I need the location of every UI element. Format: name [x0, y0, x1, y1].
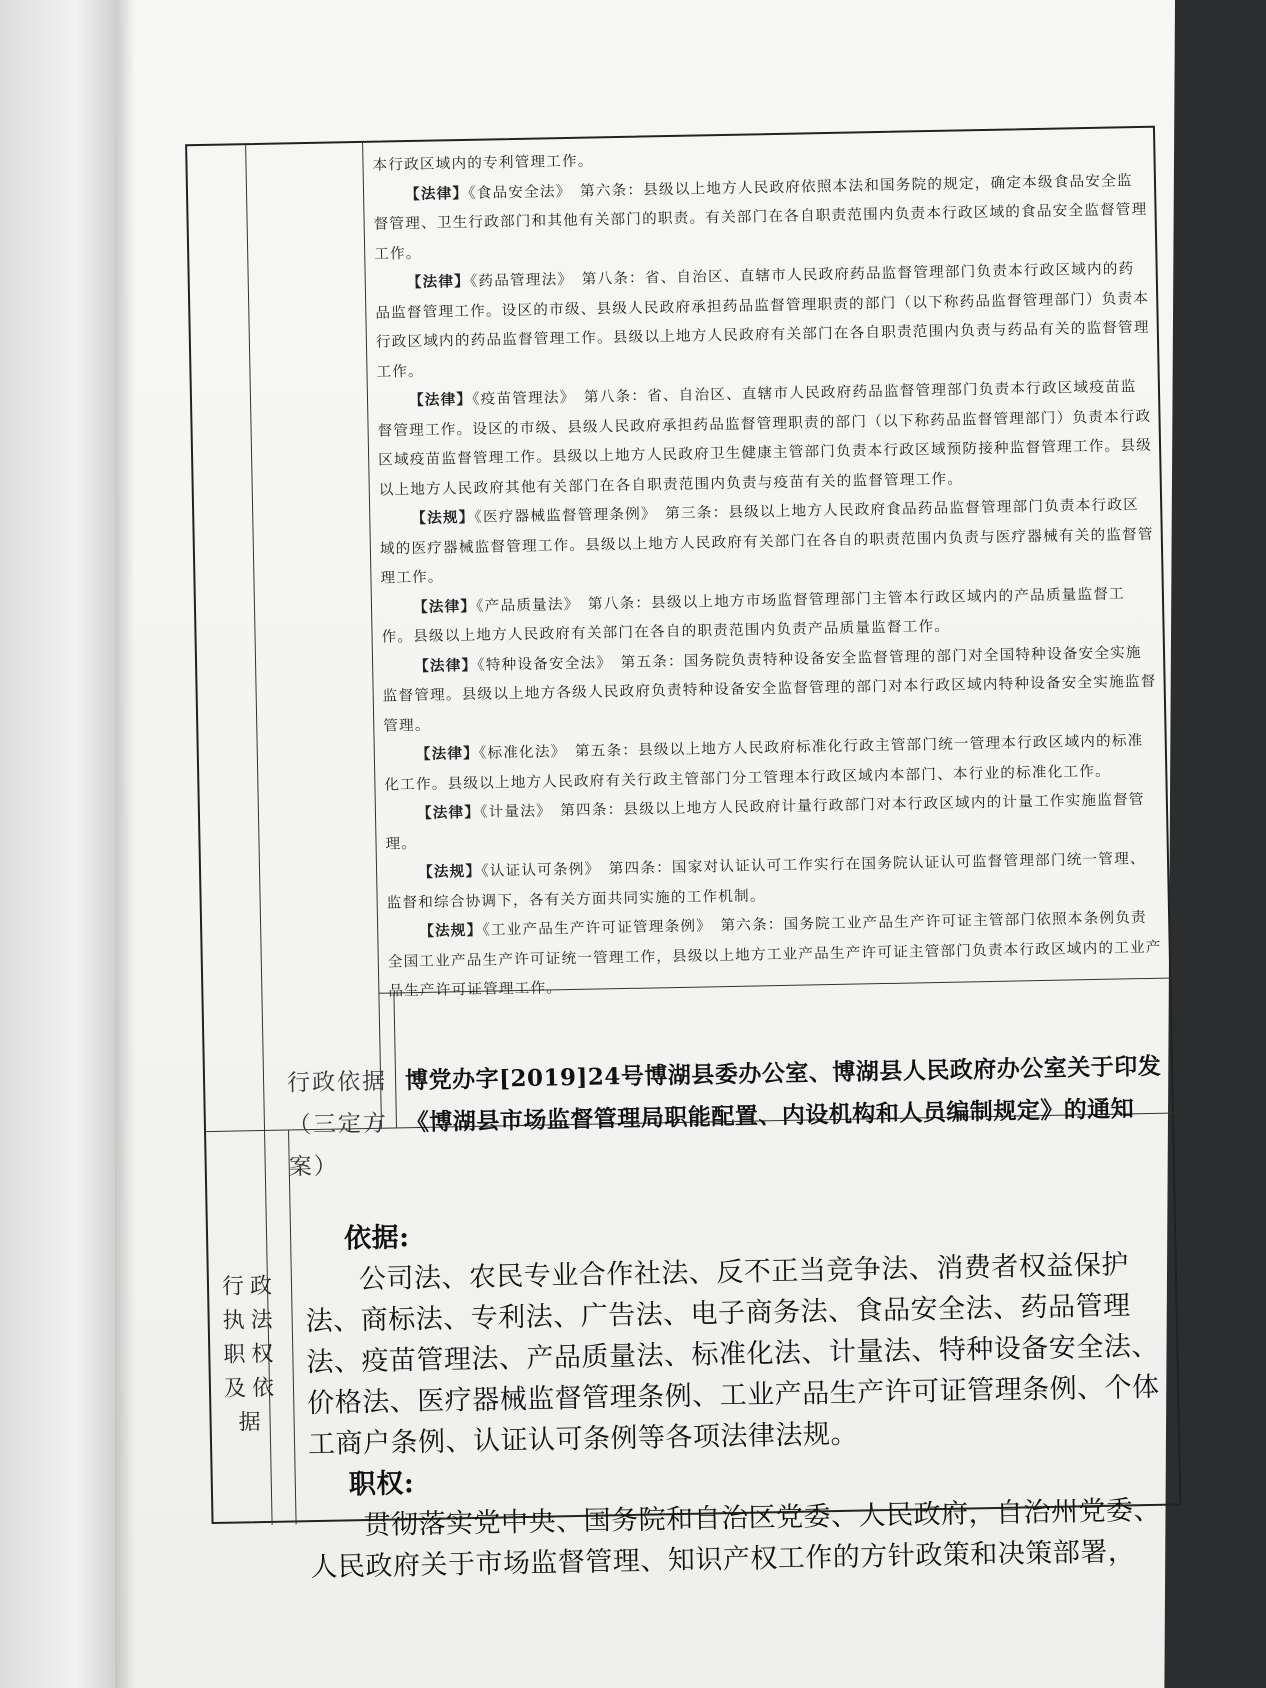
law-entry: 【法规】《工业产品生产许可证管理条例》 第六条：国务院工业产品生产许可证主管部门依照本条例负责全国工业产品生产许可证统一管理工作，县级以上地方工业产品生产许可证主管部门负责本行政区域内的工业产品生产许可证管理工作。 [387, 908, 1162, 1000]
page-fold-shadow [115, 0, 135, 1688]
basis-heading: 依据: [343, 1222, 410, 1255]
adjacent-page [0, 0, 125, 1688]
law-entry: 【法律】《特种设备安全法》 第五条：国务院负责特种设备安全监督管理的部门对全国特种设备安全实施监督管理。县级以上地方各级人民政府负责特种设备安全监督管理的部门对本行政区域内特种设备安全实施监督管理。 [382, 643, 1157, 735]
law-entry: 【法规】《医疗器械监督管理条例》 第三条：县级以上地方人民政府食品药品监督管理部门负责本行政区域的医疗器械监督管理工作。县级以上地方人民政府有关部门在各自的职责范围内负责与医疗器械有关的监督管理工作。 [379, 496, 1154, 587]
document-table [185, 126, 1181, 1584]
enforcement-content [304, 1203, 1171, 1588]
law-entry: 【法律】《疫苗管理法》 第八条：省、自治区、直辖市人民政府药品监督管理部门负责本行政区域疫苗监督管理工作。设区的市级、县级人民政府承担药品监督管理职责的部门（以下称药品监督管理部门）负责本行政区域疫苗监督管理工作。县级以上地方人民政府卫生健康主管部门负责本行政区域预防接种监督管理工作。县级以上地方人民政府其他有关部门在各自职责范围内负责与疫苗有关的监督管理工作。 [377, 378, 1153, 499]
law-entry: 【法律】《药品管理法》 第八条：省、自治区、直辖市人民政府药品监督管理部门负责本行政区域内的药品监督管理工作。设区的市级、县级人民政府承担药品监督管理职责的部门（以下称药品监督管理部门）负责本行政区域内的药品监督管理工作。县级以上地方人民政府有关部门在各自职责范围内负责与药品有关的监督管理工作。 [375, 260, 1150, 381]
powers-text: 贯彻落实党中央、国务院和自治区党委、人民政府，自治州党委、人民政府关于市场监督管理、知识产权工作的方针政策和决策部署， [310, 1494, 1162, 1584]
admin-basis-text: 博党办字[2019]24号博湖县委办公室、博湖县人民政府办公室关于印发《博湖县市场监督管理局职能配置、内设机构和人员编制规定》的通知 [404, 1052, 1162, 1137]
powers-heading: 职权: [348, 1468, 415, 1501]
law-entry: 【法律】《计量法》 第四条：县级以上地方人民政府计量行政部门对本行政区域内的计量工作实施监督管理。 [385, 791, 1145, 853]
admin-basis-label: 行政依据（三定方案） [286, 1068, 389, 1181]
law-entry: 【法律】《产品质量法》 第八条：县级以上地方市场监督管理部门主管本行政区域内的产品质量监督工作。县级以上地方人民政府有关部门在各自的职责范围内负责产品质量监督工作。 [381, 584, 1125, 646]
enforcement-label: 行政执法职权及依据 [221, 1273, 281, 1436]
law-entry: 【法律】《食品安全法》 第六条：县级以上地方人民政府依照本法和国务院的规定，确定本级食品安全监督管理、卫生行政部门和其他有关部门的职责。有关部门在各自职责范围内负责本行政区域的食品安全监督管理工作。 [373, 171, 1148, 263]
basis-text: 公司法、农民专业合作社法、反不正当竞争法、消费者权益保护法、商标法、专利法、广告法、电子商务法、食品安全法、药品管理法、疫苗管理法、产品质量法、标准化法、计量法、特种设备安全法、价格法、医疗器械监督管理条例、工业产品生产许可证管理条例、个体工商户条例、认证认可条例等各项法律法规。 [305, 1249, 1160, 1461]
law-entry: 【法规】《认证认可条例》 第四条：国家对认证认可工作实行在国务院认证认可监督管理部门统一管理、监督和综合协调下，各有关方面共同实施的工作机制。 [386, 850, 1146, 912]
law-entry: 本行政区域内的专利管理工作。 [372, 152, 594, 174]
law-entry: 【法律】《标准化法》 第五条：县级以上地方人民政府标准化行政主管部门统一管理本行政区域内的标准化工作。县级以上地方人民政府有关行政主管部门分工管理本行政区域内本部门、本行业的标准化工作。 [384, 732, 1144, 794]
legal-provisions-cell [372, 136, 1163, 1006]
